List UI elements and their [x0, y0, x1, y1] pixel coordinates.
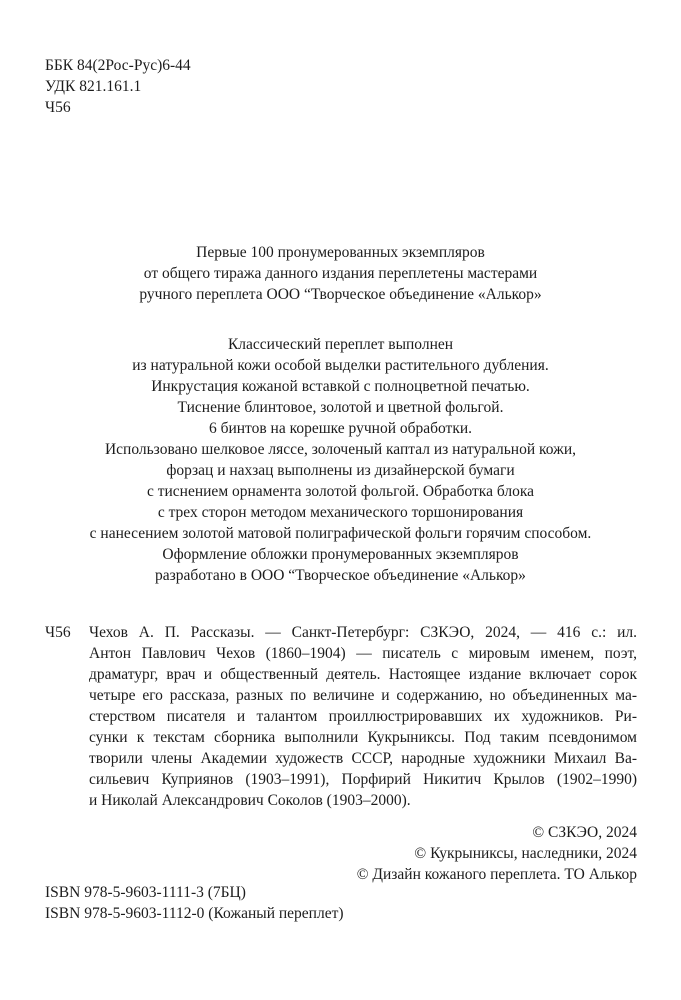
note-line: форзац и нахзац выполнены из дизайнерской бумаги [166, 462, 515, 479]
classification-codes [45, 55, 191, 118]
binding-description [0, 334, 681, 586]
numbered-copies-note [0, 242, 681, 305]
copyright-line: © Дизайн кожаного переплета. ТО Алькор [356, 866, 637, 883]
note-line: Инкрустация кожаной вставкой с полноцветной печатью. [151, 378, 530, 395]
isbn-line: ISBN 978-5-9603-1111-3 (7БЦ) [45, 884, 246, 901]
copyright-block [357, 822, 637, 885]
note-line: Тиснение блинтовое, золотой и цветной фольгой. [177, 399, 504, 416]
annotation-line: Антон Павлович Чехов (1860–1904) — писатель с мировым именем, поэт, [89, 645, 637, 662]
isbn-block [45, 882, 344, 924]
author-sign: Ч56 [45, 99, 71, 116]
bbk-code: ББК 84(2Рос-Рус)6-44 [45, 57, 191, 74]
annotation-line: творили члены Академии художеств СССР, народные художники Михаил Ва- [89, 750, 637, 767]
note-line: ручного переплета ООО “Творческое объединение «Алькор» [139, 286, 542, 303]
note-line: с тиснением орнамента золотой фольгой. Обработка блока [146, 483, 535, 500]
note-line: Первые 100 пронумерованных экземпляров [196, 244, 485, 261]
note-line: Классический переплет выполнен [227, 336, 454, 353]
copyright-line: © Кукрыниксы, наследники, 2024 [414, 845, 637, 862]
annotation-line: и Николай Александрович Соколов (1903–2000). [89, 792, 411, 809]
annotation-line: сунки к текстам сборника выполнили Кукрыниксы. Под таким псевдонимом [89, 729, 637, 746]
annotation-line: четыре его рассказа, разных по величине и содержанию, но объединенных ма- [89, 687, 637, 704]
udk-code: УДК 821.161.1 [45, 78, 142, 95]
bibliographic-record: Чехов А. П. Рассказы. — Санкт-Петербург: СЗКЭО, 2024, — 416 с.: ил. [89, 624, 637, 641]
annotation-line: сильевич Куприянов (1903–1991), Порфирий Никитич Крылов (1902–1990) [89, 771, 637, 788]
note-line: от общего тиража данного издания переплетены мастерами [143, 265, 538, 282]
isbn-line: ISBN 978-5-9603-1112-0 (Кожаный переплет) [45, 905, 344, 922]
note-line: с нанесением золотой матовой полиграфической фольги горячим способом. [89, 525, 592, 542]
note-line: 6 бинтов на корешке ручной обработки. [208, 420, 473, 437]
note-line: из натуральной кожи особой выделки растительного дубления. [132, 357, 549, 374]
note-line: Оформление обложки пронумерованных экземпляров [162, 546, 519, 563]
annotation-author-sign: Ч56 [45, 624, 71, 641]
annotation-line: драматург, врач и общественный деятель. Настоящее издание включает сорок [89, 666, 637, 683]
annotation-line: стерством писателя и талантом проиллюстрировавших их художников. Ри- [89, 708, 637, 725]
bibliographic-annotation [89, 622, 637, 811]
note-line: Использовано шелковое ляссе, золоченый каптал из натуральной кожи, [104, 441, 577, 458]
note-line: разработано в ООО “Творческое объединение «Алькор» [155, 567, 526, 584]
note-line: с трех сторон методом механического торшонирования [157, 504, 524, 521]
copyright-line: © СЗКЭО, 2024 [532, 824, 637, 841]
